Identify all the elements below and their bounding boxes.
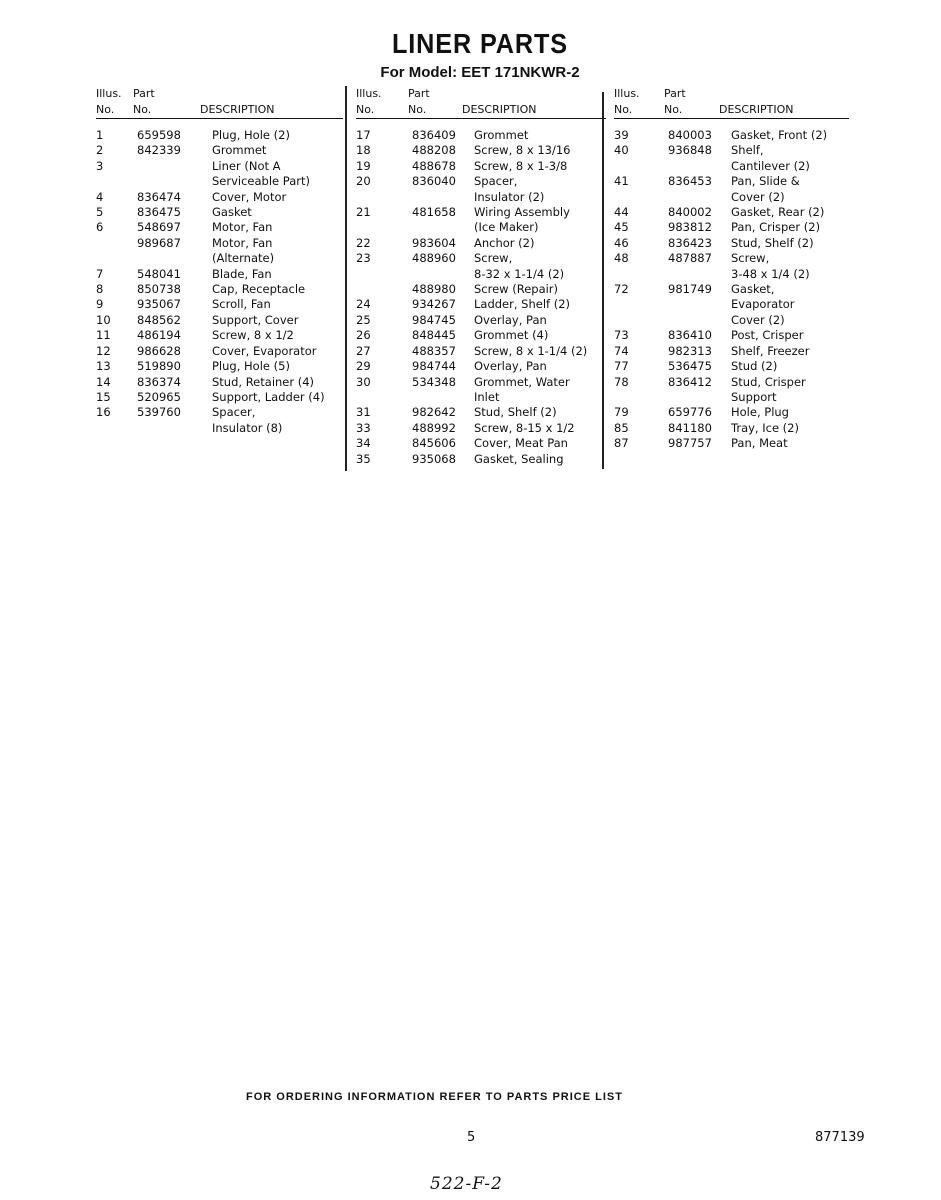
description-line: Wiring Assembly — [474, 205, 570, 220]
part-description — [474, 282, 558, 297]
part-number: 488678 — [412, 158, 456, 173]
description-line: Tray, Ice (2) — [731, 420, 799, 435]
part-number: 981749 — [668, 282, 712, 297]
table-row — [356, 174, 606, 205]
illus-number: 30 — [356, 374, 371, 389]
table-row — [356, 375, 606, 406]
part-description — [212, 190, 286, 205]
illus-number: 85 — [614, 420, 629, 435]
part-number: 836475 — [137, 205, 181, 220]
description-line: Shelf, — [731, 143, 764, 158]
description-line: Overlay, Pan — [474, 359, 547, 374]
description-line: Pan, Crisper (2) — [731, 220, 821, 235]
part-description — [731, 205, 824, 220]
description-line: Hole, Plug — [731, 405, 789, 420]
illus-number: 48 — [614, 251, 629, 266]
table-row — [96, 375, 343, 390]
part-description — [474, 421, 575, 436]
parts-rows — [96, 128, 343, 436]
description-line: Spacer, — [474, 174, 518, 189]
illus-number: 46 — [614, 235, 629, 250]
illus-number: 79 — [614, 405, 629, 420]
part-number: 488960 — [412, 251, 456, 266]
part-number: 984744 — [412, 359, 456, 374]
part-number: 481658 — [412, 205, 456, 220]
description-line: Shelf, Freezer — [731, 343, 810, 358]
description-line: Inlet — [474, 389, 500, 404]
description-line: (Alternate) — [212, 251, 275, 266]
illus-number: 72 — [614, 282, 629, 297]
part-description — [731, 359, 777, 374]
column-divider — [345, 86, 347, 471]
illus-number: 21 — [356, 205, 371, 220]
part-description — [474, 143, 570, 158]
part-number: 487887 — [668, 251, 712, 266]
description-line: Stud, Crisper — [731, 374, 806, 389]
part-number: 836374 — [137, 374, 181, 389]
part-description — [474, 452, 564, 467]
part-description — [731, 436, 788, 451]
description-line: Insulator (8) — [212, 420, 283, 435]
table-row — [614, 282, 849, 328]
part-description — [474, 344, 587, 359]
part-number: 488992 — [412, 420, 456, 435]
illus-number: 17 — [356, 128, 371, 142]
part-number: 845606 — [412, 436, 456, 451]
description-line: Pan, Slide & — [731, 174, 800, 189]
part-number: 984745 — [412, 312, 456, 327]
illus-number — [96, 236, 137, 267]
part-number: 548041 — [137, 266, 181, 281]
description-line: Stud, Shelf (2) — [731, 235, 814, 250]
header-illus: Illus. — [614, 87, 640, 100]
part-description — [212, 313, 298, 328]
illus-number: 78 — [614, 374, 629, 389]
part-number: 659598 — [137, 128, 181, 142]
description-line: Evaporator — [731, 297, 795, 312]
column-header — [356, 86, 606, 119]
part-description — [474, 128, 528, 143]
illus-number: 34 — [356, 436, 371, 451]
table-row — [614, 359, 849, 374]
table-row — [614, 344, 849, 359]
illus-number — [356, 282, 412, 297]
parts-rows — [356, 128, 606, 467]
part-description — [731, 236, 814, 251]
header-illus: Illus. — [356, 87, 382, 100]
description-line: Cover, Meat Pan — [474, 436, 568, 451]
column-divider — [602, 92, 604, 469]
header-illus-no: No. — [614, 103, 633, 116]
illus-number: 33 — [356, 420, 371, 435]
table-row — [96, 344, 343, 359]
part-description — [731, 344, 809, 359]
part-number: 934267 — [412, 297, 456, 312]
part-number: 836412 — [668, 374, 712, 389]
table-row — [96, 128, 343, 143]
table-row — [356, 436, 606, 451]
part-description — [731, 174, 800, 205]
column-header — [96, 86, 343, 119]
description-line: Gasket, Sealing — [474, 451, 564, 466]
part-description — [731, 375, 806, 406]
part-description — [212, 359, 290, 374]
description-line: Motor, Fan — [212, 235, 273, 250]
description-line: Screw, 8 x 1-1/4 (2) — [474, 343, 588, 358]
table-row — [614, 205, 849, 220]
table-row — [96, 359, 343, 374]
parts-column-2 — [356, 86, 606, 467]
part-number: 935068 — [412, 451, 456, 466]
ordering-info-footer: FOR ORDERING INFORMATION REFER TO PARTS PRICE LIST — [246, 1091, 623, 1103]
part-description — [474, 159, 567, 174]
part-description — [731, 143, 810, 174]
table-row — [614, 236, 849, 251]
page-number: 5 — [467, 1130, 476, 1145]
description-line: Serviceable Part) — [212, 174, 310, 189]
part-description — [474, 251, 564, 282]
part-number: 520965 — [137, 389, 181, 404]
part-description — [474, 436, 568, 451]
description-line: Plug, Hole (5) — [212, 359, 290, 374]
description-line: Plug, Hole (2) — [212, 128, 290, 142]
description-line: Gasket, Rear (2) — [731, 205, 825, 220]
table-row — [356, 297, 606, 312]
header-part: Part — [664, 87, 686, 100]
illus-number: 13 — [96, 359, 111, 374]
description-line: Pan, Meat — [731, 436, 788, 451]
part-description — [212, 267, 272, 282]
description-line: Screw (Repair) — [474, 282, 559, 297]
table-row — [614, 143, 849, 174]
table-row — [356, 452, 606, 467]
part-number: 842339 — [137, 143, 181, 158]
description-line: Blade, Fan — [212, 266, 272, 281]
part-number: 987757 — [668, 436, 712, 451]
part-number: 488980 — [412, 282, 456, 297]
table-row — [96, 267, 343, 282]
model-subtitle: For Model: EET 171NKWR-2 — [380, 64, 580, 81]
part-number: 548697 — [137, 220, 181, 235]
part-number: 836423 — [668, 235, 712, 250]
illus-number: 15 — [96, 389, 111, 404]
header-part-no: No. — [133, 103, 152, 116]
part-description — [212, 344, 317, 359]
part-description — [731, 282, 795, 328]
description-line: Grommet — [474, 128, 529, 142]
table-row — [614, 220, 849, 235]
illus-number: 22 — [356, 235, 371, 250]
header-illus: Illus. — [96, 87, 122, 100]
part-description — [474, 375, 570, 406]
part-description — [474, 405, 557, 420]
description-line: Support — [731, 389, 777, 404]
part-description — [212, 328, 294, 343]
illus-number: 6 — [96, 220, 104, 235]
table-row — [96, 190, 343, 205]
part-description — [212, 405, 282, 436]
part-description — [212, 297, 271, 312]
part-description — [731, 128, 827, 143]
description-line: Cap, Receptacle — [212, 282, 306, 297]
description-line: Screw, — [731, 251, 770, 266]
illus-number: 27 — [356, 343, 371, 358]
part-number — [137, 159, 212, 190]
part-number: 848445 — [412, 328, 456, 343]
header-part-no: No. — [664, 103, 683, 116]
part-description — [212, 128, 290, 143]
part-number: 836453 — [668, 174, 712, 189]
part-number: 982313 — [668, 343, 712, 358]
header-part: Part — [133, 87, 155, 100]
part-number: 935067 — [137, 297, 181, 312]
illus-number: 4 — [96, 189, 104, 204]
part-description — [212, 205, 252, 220]
illus-number: 10 — [96, 312, 111, 327]
table-row — [614, 251, 849, 282]
table-row — [356, 143, 606, 158]
description-line: Support, Ladder (4) — [212, 389, 325, 404]
illus-number: 41 — [614, 174, 629, 189]
description-line: Spacer, — [212, 405, 256, 420]
description-line: Motor, Fan — [212, 220, 273, 235]
handwritten-note: 522-F-2 — [430, 1174, 503, 1194]
table-row — [614, 436, 849, 451]
description-line: Cover, Motor — [212, 189, 287, 204]
description-line: Grommet — [212, 143, 267, 158]
part-description — [474, 236, 534, 251]
table-row — [356, 205, 606, 236]
part-description — [731, 405, 789, 420]
description-line: (Ice Maker) — [474, 220, 539, 235]
description-line: Support, Cover — [212, 312, 299, 327]
part-description — [212, 236, 274, 267]
table-row — [96, 159, 343, 190]
part-description — [212, 220, 272, 235]
header-description: DESCRIPTION — [462, 103, 537, 116]
illus-number: 87 — [614, 436, 629, 451]
illus-number: 39 — [614, 128, 629, 142]
table-row — [614, 375, 849, 406]
page-title: LINER PARTS — [391, 28, 569, 59]
table-row — [356, 405, 606, 420]
part-number: 982642 — [412, 405, 456, 420]
part-number: 659776 — [668, 405, 712, 420]
part-description — [474, 359, 547, 374]
part-number: 486194 — [137, 328, 181, 343]
part-number: 534348 — [412, 374, 456, 389]
part-description — [474, 297, 570, 312]
description-line: 8-32 x 1-1/4 (2) — [474, 266, 565, 281]
illus-number: 40 — [614, 143, 629, 158]
table-row — [356, 236, 606, 251]
parts-column-3 — [614, 86, 849, 452]
header-illus-no: No. — [356, 103, 375, 116]
description-line: Gasket — [212, 205, 252, 220]
part-number: 983604 — [412, 235, 456, 250]
illus-number: 11 — [96, 328, 111, 343]
illus-number: 45 — [614, 220, 629, 235]
part-number: 936848 — [668, 143, 712, 158]
description-line: Stud, Retainer (4) — [212, 374, 315, 389]
part-description — [212, 390, 325, 405]
parts-rows — [614, 128, 849, 452]
part-number: 836474 — [137, 189, 181, 204]
table-row — [96, 297, 343, 312]
part-description — [731, 251, 810, 282]
part-description — [212, 282, 305, 297]
table-row — [356, 251, 606, 282]
illus-number: 8 — [96, 282, 104, 297]
description-line: Stud (2) — [731, 359, 778, 374]
document-number: 877139 — [815, 1130, 865, 1145]
description-line: Liner (Not A — [212, 158, 281, 173]
description-line: Cover (2) — [731, 312, 785, 327]
part-description — [731, 421, 799, 436]
description-line: Screw, — [474, 251, 513, 266]
illus-number: 74 — [614, 343, 629, 358]
illus-number: 23 — [356, 251, 371, 266]
description-line: Cover (2) — [731, 189, 785, 204]
description-line: Screw, 8 x 1-3/8 — [474, 158, 568, 173]
part-number: 986628 — [137, 343, 181, 358]
description-line: Anchor (2) — [474, 235, 535, 250]
illus-number: 25 — [356, 312, 371, 327]
table-row — [614, 328, 849, 343]
description-line: Scroll, Fan — [212, 297, 271, 312]
part-number: 983812 — [668, 220, 712, 235]
header-description: DESCRIPTION — [200, 103, 275, 116]
table-row — [614, 174, 849, 205]
part-number: 488357 — [412, 343, 456, 358]
illus-number: 7 — [96, 266, 104, 281]
description-line: Ladder, Shelf (2) — [474, 297, 571, 312]
table-row — [96, 220, 343, 235]
table-row — [356, 128, 606, 143]
table-row — [96, 205, 343, 220]
description-line: Screw, 8 x 1/2 — [212, 328, 294, 343]
illus-number: 2 — [96, 143, 104, 158]
part-number: 836409 — [412, 128, 456, 142]
part-description — [731, 220, 820, 235]
part-number: 836040 — [412, 174, 456, 189]
illus-number: 19 — [356, 158, 371, 173]
description-line: Gasket, — [731, 282, 775, 297]
table-row — [96, 236, 343, 267]
part-description — [474, 174, 544, 205]
part-number: 848562 — [137, 312, 181, 327]
illus-number: 14 — [96, 374, 111, 389]
parts-column-1 — [96, 86, 343, 436]
illus-number: 3 — [96, 158, 104, 173]
table-row — [96, 143, 343, 158]
illus-number: 44 — [614, 205, 629, 220]
table-row — [614, 128, 849, 143]
table-row — [96, 405, 343, 436]
description-line: Post, Crisper — [731, 328, 804, 343]
table-row — [356, 313, 606, 328]
description-line: Insulator (2) — [474, 189, 545, 204]
part-number: 536475 — [668, 359, 712, 374]
table-row — [356, 359, 606, 374]
description-line: Gasket, Front (2) — [731, 128, 828, 142]
table-row — [96, 328, 343, 343]
description-line: Screw, 8 x 13/16 — [474, 143, 571, 158]
table-row — [356, 282, 606, 297]
description-line: Cover, Evaporator — [212, 343, 317, 358]
part-number: 488208 — [412, 143, 456, 158]
description-line: Screw, 8-15 x 1/2 — [474, 420, 575, 435]
column-header — [614, 86, 849, 119]
header-part-no: No. — [408, 103, 427, 116]
description-line: Grommet (4) — [474, 328, 549, 343]
table-row — [96, 313, 343, 328]
illus-number: 29 — [356, 359, 371, 374]
header-illus-no: No. — [96, 103, 115, 116]
part-number: 850738 — [137, 282, 181, 297]
description-line: Stud, Shelf (2) — [474, 405, 557, 420]
illus-number: 77 — [614, 359, 629, 374]
illus-number: 31 — [356, 405, 371, 420]
part-description — [212, 143, 266, 158]
part-description — [474, 328, 548, 343]
illus-number: 24 — [356, 297, 371, 312]
table-row — [96, 390, 343, 405]
description-line: Cantilever (2) — [731, 158, 810, 173]
table-row — [356, 159, 606, 174]
part-number: 989687 — [137, 235, 181, 250]
illus-number: 26 — [356, 328, 371, 343]
table-row — [356, 421, 606, 436]
table-row — [356, 328, 606, 343]
part-description — [474, 205, 570, 236]
table-row — [356, 344, 606, 359]
description-line: Overlay, Pan — [474, 312, 547, 327]
illus-number: 35 — [356, 451, 371, 466]
part-number: 841180 — [668, 420, 712, 435]
illus-number: 9 — [96, 297, 104, 312]
part-number: 539760 — [137, 405, 181, 420]
part-number: 519890 — [137, 359, 181, 374]
description-line: 3-48 x 1/4 (2) — [731, 266, 810, 281]
part-description — [474, 313, 547, 328]
table-row — [614, 421, 849, 436]
illus-number: 20 — [356, 174, 371, 189]
illus-number: 16 — [96, 405, 111, 420]
header-description: DESCRIPTION — [719, 103, 794, 116]
description-line: Grommet, Water — [474, 374, 570, 389]
part-number: 840002 — [668, 205, 712, 220]
header-part: Part — [408, 87, 430, 100]
illus-number: 5 — [96, 205, 104, 220]
illus-number: 1 — [96, 128, 104, 142]
part-description — [212, 375, 314, 390]
part-description — [731, 328, 803, 343]
illus-number: 18 — [356, 143, 371, 158]
illus-number: 12 — [96, 343, 111, 358]
illus-number: 73 — [614, 328, 629, 343]
part-description — [212, 159, 310, 190]
part-number: 840003 — [668, 128, 712, 142]
table-row — [96, 282, 343, 297]
part-number: 836410 — [668, 328, 712, 343]
table-row — [614, 405, 849, 420]
